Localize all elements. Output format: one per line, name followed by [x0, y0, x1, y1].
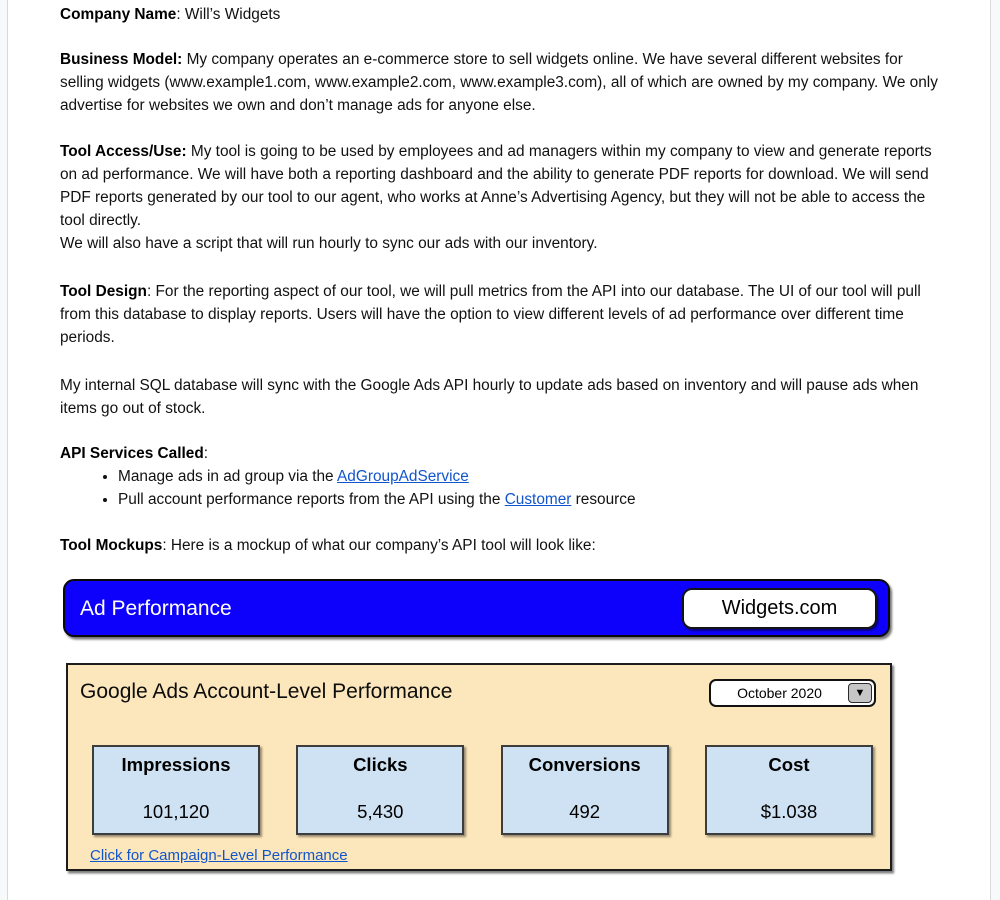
bullet-item-customer — [118, 488, 940, 511]
paragraph-tool-design — [60, 280, 940, 349]
document-content — [8, 0, 990, 871]
metric-card-conversions — [501, 745, 669, 835]
mockup-header-bar — [63, 579, 890, 637]
paragraph-tool-access — [60, 140, 940, 255]
tool-access-line2: We will also have a script that will run hourly to sync our ads with our inventory. — [60, 235, 598, 252]
mockup-panel — [66, 663, 892, 871]
metric-value: 5,430 — [357, 800, 404, 822]
metric-value: 492 — [569, 800, 601, 822]
tool-mockups-text: : Here is a mockup of what our company’s API tool will look like: — [162, 537, 596, 554]
paragraph-business-model — [60, 48, 940, 117]
paragraph-tool-mockups — [60, 534, 940, 557]
metric-label: Conversions — [528, 754, 641, 775]
widgets-site-button[interactable]: Widgets.com — [682, 588, 877, 629]
campaign-level-link[interactable]: Click for Campaign-Level Performance — [90, 847, 348, 864]
panel-title: Google Ads Account-Level Performance — [80, 680, 453, 703]
document-page — [7, 0, 991, 900]
paragraph-company-name — [60, 3, 940, 26]
metric-cards-row — [92, 745, 873, 835]
paragraph-api-services — [60, 442, 940, 465]
api-services-label: API Services Called — [60, 445, 204, 462]
tool-mockups-label: Tool Mockups — [60, 537, 163, 554]
metric-card-clicks — [296, 745, 464, 835]
month-dropdown-value: October 2020 — [737, 685, 822, 701]
metric-label: Impressions — [121, 754, 231, 775]
tool-design-text: : For the reporting aspect of our tool, we will pull metrics from the API into our database. The UI of our tool will pull from this database to display reports. Users will have the option to view different levels of ad performance over different time periods. — [60, 283, 921, 346]
metric-value: $1.038 — [760, 800, 818, 822]
metric-label: Cost — [768, 754, 810, 775]
link-customer[interactable]: Customer — [504, 491, 572, 508]
dropdown-arrow-button[interactable] — [848, 683, 872, 703]
mockup-header-title: Ad Performance — [80, 596, 232, 620]
company-name-label: Company Name — [60, 6, 177, 23]
tool-design-label: Tool Design — [60, 283, 147, 300]
business-model-label: Business Model: — [60, 51, 183, 68]
metric-label: Clicks — [353, 754, 408, 775]
paragraph-sql-sync — [60, 374, 940, 420]
business-model-text: My company operates an e-commerce store to sell widgets online. We have several different websites for selling widgets (www.example1.com, www.example2.com, www.example3.com), all of which are owned by my company. We only advertise for websites we own and don’t manage ads for anyone else. — [60, 51, 938, 114]
tool-access-text: My tool is going to be used by employees and ad managers within my company to view and generate reports on ad performance. We will have both a reporting dashboard and the ability to generate PDF reports for download. We will send PDF reports generated by our tool to our agent, who works at Anne’s Advertising Agency, but they will not be able to access the tool directly. — [60, 143, 932, 229]
tool-access-label: Tool Access/Use: — [60, 143, 187, 160]
month-dropdown[interactable] — [709, 679, 876, 707]
bullet-text-pre: Pull account performance reports from the API using the — [118, 491, 505, 508]
metric-value: 101,120 — [142, 800, 210, 822]
link-adgroupadservice[interactable]: AdGroupAdService — [337, 468, 469, 485]
bullet-text-pre: Manage ads in ad group via the — [118, 468, 338, 485]
api-services-colon: : — [203, 445, 209, 462]
company-name-value: : Will’s Widgets — [176, 6, 281, 23]
metric-card-impressions — [92, 745, 260, 835]
metric-card-cost — [705, 745, 873, 835]
chevron-down-icon: ▼ — [854, 686, 866, 699]
sql-sync-text: My internal SQL database will sync with the Google Ads API hourly to update ads based on inventory and will pause ads when items go out of stock. — [60, 377, 919, 417]
api-services-list — [60, 465, 940, 511]
bullet-item-adgroupadservice — [118, 465, 940, 488]
bullet-text-post: resource — [571, 491, 636, 508]
